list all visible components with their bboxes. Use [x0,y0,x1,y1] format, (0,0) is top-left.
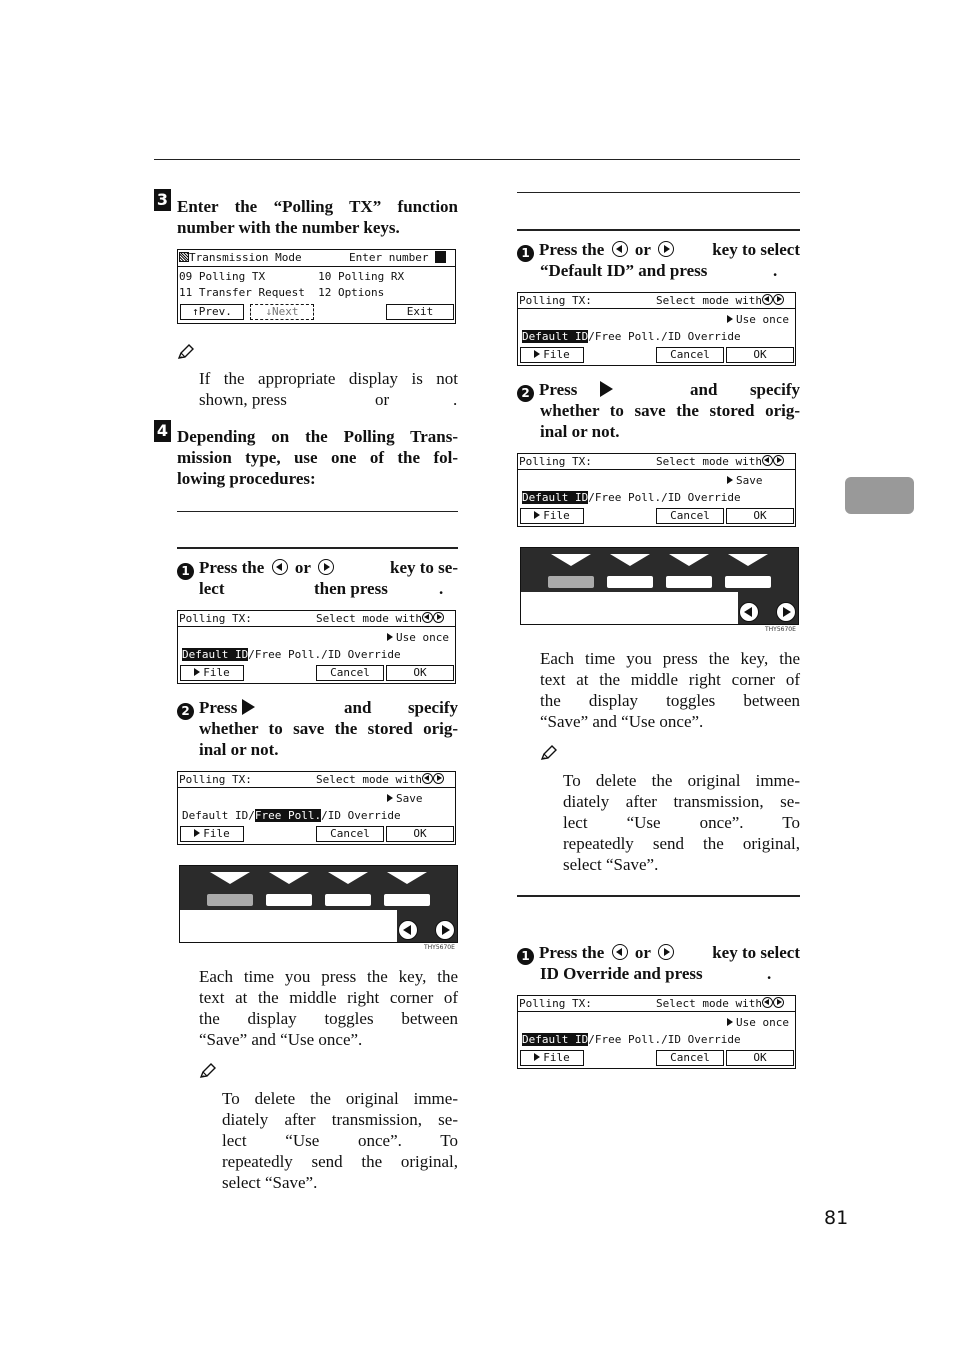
right-sub1-line1: 1 Press the or key to select [517,239,800,260]
ok-button[interactable]: OK [386,665,454,681]
selection-key-2[interactable] [266,894,312,906]
left-para-4: “Save” and “Use once”. [199,1030,363,1049]
step-4-line2: mission type, use one of the fol- [177,448,458,467]
prev-button[interactable]: ↑Prev. [180,304,244,320]
cancel-button[interactable]: Cancel [316,665,384,681]
right-sub1-line2: “Default ID” and press . [540,261,778,280]
right-section-rule-thick [517,229,800,231]
selection-key-1[interactable] [548,576,594,588]
section-rule-thick [177,547,458,549]
control-panel-illustration [179,865,458,943]
cancel-button[interactable]: Cancel [656,508,724,524]
chapter-tab [845,477,914,514]
lcd-title: Transmission Mode [189,251,302,264]
lcd-polling-a [177,610,456,684]
left-para-3: the display toggles between [199,1009,458,1028]
left-sub1-line1: 1 Press the or key to se- [177,557,458,578]
left-note2-3: lect “Use once”. To [222,1131,458,1150]
right-note-1: To delete the original imme- [563,771,800,790]
file-button[interactable]: File [520,1050,584,1066]
selection-key-4[interactable] [384,894,430,906]
note1-line2: shown, press or . [199,390,458,409]
right-arrow-key-icon[interactable] [435,920,455,940]
step-4-line1: Depending on the Polling Trans- [177,427,458,446]
note-pencil-icon [540,745,558,761]
figure-caption: THY5670E [765,626,796,633]
step-3-line1: Enter the “Polling TX” function [177,197,458,216]
right-triangle-icon [600,381,613,397]
ok-button[interactable]: OK [726,347,794,363]
selection-key-4[interactable] [725,576,771,588]
right-note-4: repeatedly send the original, [563,834,800,853]
right-sub3-line2: ID Override and press . [540,964,772,983]
lcd-polling-d: Polling TX: Select mode with Save Default ID/Free Poll./ID Override File Cancel OK [517,453,796,527]
file-button[interactable]: File [520,508,584,524]
lcd-poll-mode: Select mode with [316,612,444,625]
right-note-3: lect “Use once”. To [563,813,800,832]
lcd-transmission-mode [177,249,456,324]
left-para-2: text at the middle right corner of [199,988,458,1007]
file-button[interactable]: File [180,665,244,681]
file-button[interactable]: File [520,347,584,363]
left-note2-2: diately after transmission, se- [222,1110,458,1129]
step-4-line3: lowing procedures: [177,469,316,488]
lcd-prompt: Enter number [349,251,446,264]
right-sub3-line1: 1 Press the or key to select [517,942,800,963]
next-button[interactable]: ↓Next [250,304,314,320]
control-panel-illustration [520,547,799,625]
ok-button[interactable]: OK [726,1050,794,1066]
lcd-polling-c: Polling TX: Select mode with Use once Default ID/Free Poll./ID Override File Cancel OK [517,292,796,366]
cancel-button[interactable]: Cancel [656,347,724,363]
right-section-rule-thick-2 [517,895,800,897]
right-para-2: text at the middle right corner of [540,670,800,689]
mode-icon [179,252,189,262]
lcd-poll-title: Polling TX: [179,612,252,625]
lcd-polling-e: Polling TX: Select mode with Use once Default ID/Free Poll./ID Override File Cancel OK [517,995,796,1069]
right-sub2-line3: inal or not. [540,422,620,441]
left-note2-1: To delete the original imme- [222,1089,458,1108]
note1-line1: If the appropriate display is not [199,369,458,388]
left-key-icon [612,241,628,257]
lcd-poll-toggle: Save [387,792,423,805]
right-sub2-line1: 2 Press and specify [517,379,800,400]
right-note-5: select “Save”. [563,855,659,874]
exit-button[interactable]: Exit [386,304,454,320]
step-4-badge: 4 [154,420,171,442]
left-note2-4: repeatedly send the original, [222,1152,458,1171]
left-sub2-line2: whether to save the stored orig- [199,719,458,738]
right-key-icon [658,944,674,960]
lcd-poll-toggle: Use once [387,631,449,644]
left-arrow-key-icon[interactable] [398,920,418,940]
left-note2-5: select “Save”. [222,1173,318,1192]
right-key-icon [318,559,334,575]
right-para-3: the display toggles between [540,691,800,710]
selection-key-1[interactable] [207,894,253,906]
right-triangle-icon [242,699,255,715]
note-pencil-icon [199,1063,217,1079]
left-key-icon [612,944,628,960]
header-rule [154,159,800,160]
left-arrow-key-icon[interactable] [739,602,759,622]
selection-key-3[interactable] [325,894,371,906]
right-arrow-key-icon[interactable] [776,602,796,622]
right-section-rule [517,192,800,193]
right-note-2: diately after transmission, se- [563,792,800,811]
figure-caption: THY5670E [424,944,455,951]
left-sub2-line1: 2 Press and specify [177,697,458,718]
lcd-line2: 11 Transfer Request 12 Options [179,286,385,299]
lcd-line1: 09 Polling TX 10 Polling RX [179,270,405,283]
ok-button[interactable]: OK [386,826,454,842]
right-sub2-line2: whether to save the stored orig- [540,401,800,420]
lcd-polling-b: Polling TX: Select mode with Save Default ID/Free Poll./ID Override File Cancel OK [177,771,456,845]
lcd-poll-options: Default ID/Free Poll./ID Override [182,648,401,661]
cancel-button[interactable]: Cancel [656,1050,724,1066]
right-key-icon [658,241,674,257]
step-3-line2: number with the number keys. [177,218,400,237]
cancel-button[interactable]: Cancel [316,826,384,842]
ok-button[interactable]: OK [726,508,794,524]
page-number: 81 [824,1207,849,1229]
left-key-icon [272,559,288,575]
left-para-1: Each time you press the key, the [199,967,458,986]
left-sub2-line3: inal or not. [199,740,279,759]
note-pencil-icon [177,344,195,360]
selection-key-3[interactable] [666,576,712,588]
selection-key-2[interactable] [607,576,653,588]
right-para-1: Each time you press the key, the [540,649,800,668]
right-para-4: “Save” and “Use once”. [540,712,704,731]
left-sub1-line2: lect then press . [199,579,444,598]
step-3-badge: 3 [154,189,171,211]
file-button[interactable]: File [180,826,244,842]
cursor-block [435,251,446,263]
section-rule [177,511,458,512]
